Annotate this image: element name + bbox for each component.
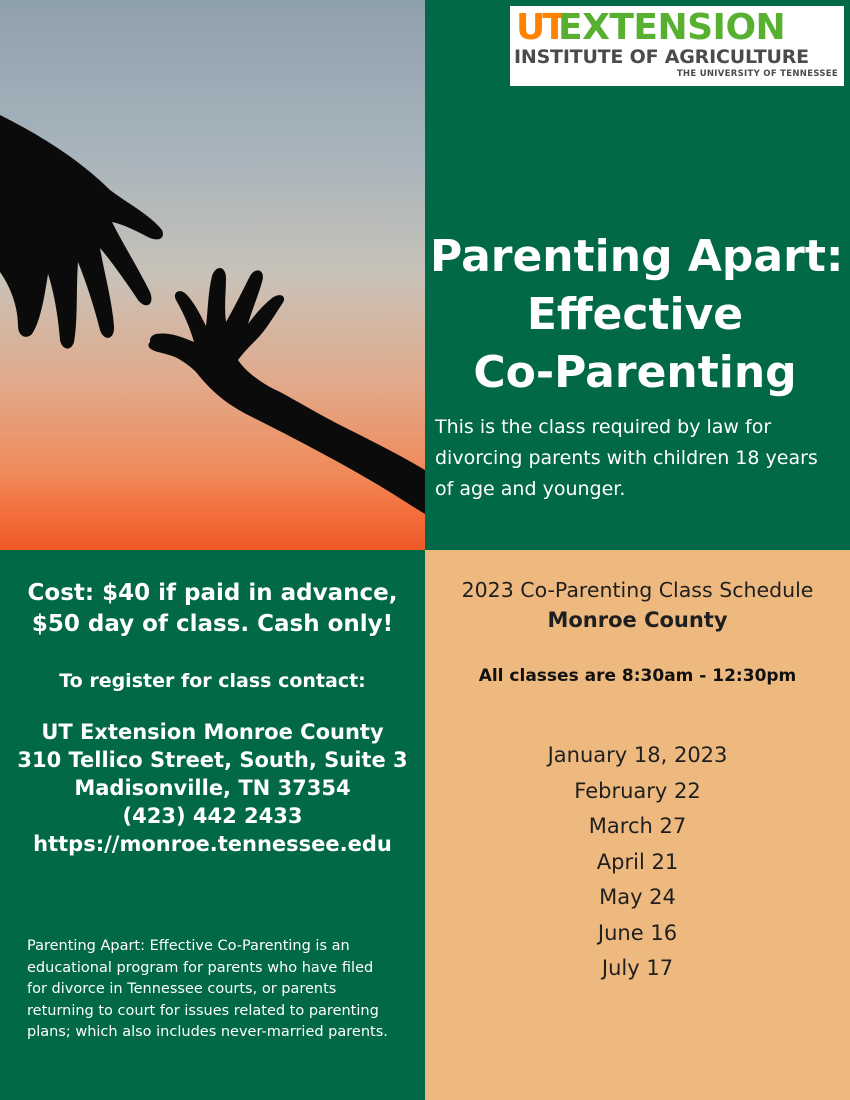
register-label: To register for class contact: [59, 670, 366, 692]
schedule-dates [425, 738, 850, 987]
class-date: March 27 [588, 814, 687, 838]
class-date: February 22 [574, 778, 701, 803]
program-description: Parenting Apart: Effective Co-Parenting is an educational program for parents who have filed for divorce in Tennessee courts, or parents returning to court for issues related to parenting plans; which also includes never-married parents. [27, 938, 388, 1040]
contact-website-link[interactable]: https://monroe.tennessee.edu [33, 832, 392, 856]
logo-university-text: THE UNIVERSITY OF TENNESSEE [676, 69, 838, 79]
ut-extension-logo[interactable] [510, 6, 844, 86]
schedule-time-note: All classes are 8:30am - 12:30pm [478, 666, 797, 686]
contact-city: Madisonville, TN 37354 [74, 776, 351, 800]
class-description: This is the class required by law for divorcing parents with children 18 years of age and younger. [435, 416, 818, 500]
logo-extension-word: EXTENSION [558, 7, 786, 48]
title-line-2: Effective [526, 289, 744, 340]
schedule-title: 2023 Co-Parenting Class Schedule [461, 578, 814, 602]
adult-hand [0, 115, 163, 349]
contact-street: 310 Tellico Street, South, Suite 3 [17, 748, 408, 772]
ut-mark: UT [516, 7, 564, 48]
page-title [430, 228, 844, 402]
cost-line-2: $50 day of class. Cash only! [31, 611, 394, 637]
class-date: June 16 [597, 920, 678, 945]
title-line-3: Co-Parenting [473, 347, 797, 398]
contact-block [0, 718, 425, 858]
contact-phone[interactable]: (423) 442 2433 [122, 804, 303, 828]
schedule-county: Monroe County [547, 608, 728, 632]
class-date: January 18, 2023 [547, 743, 728, 767]
title-line-1: Parenting Apart: [430, 231, 844, 282]
hands-photo [0, 0, 425, 550]
child-hand [150, 268, 425, 514]
class-date: May 24 [599, 885, 676, 909]
cost-info [0, 578, 425, 640]
class-date: April 21 [596, 849, 679, 874]
class-date: July 17 [601, 956, 674, 980]
logo-institute-text: INSTITUTE OF AGRICULTURE [514, 46, 809, 68]
contact-org: UT Extension Monroe County [41, 720, 384, 744]
hands-silhouette [0, 0, 425, 550]
cost-line-1: Cost: $40 if paid in advance, [27, 580, 398, 606]
